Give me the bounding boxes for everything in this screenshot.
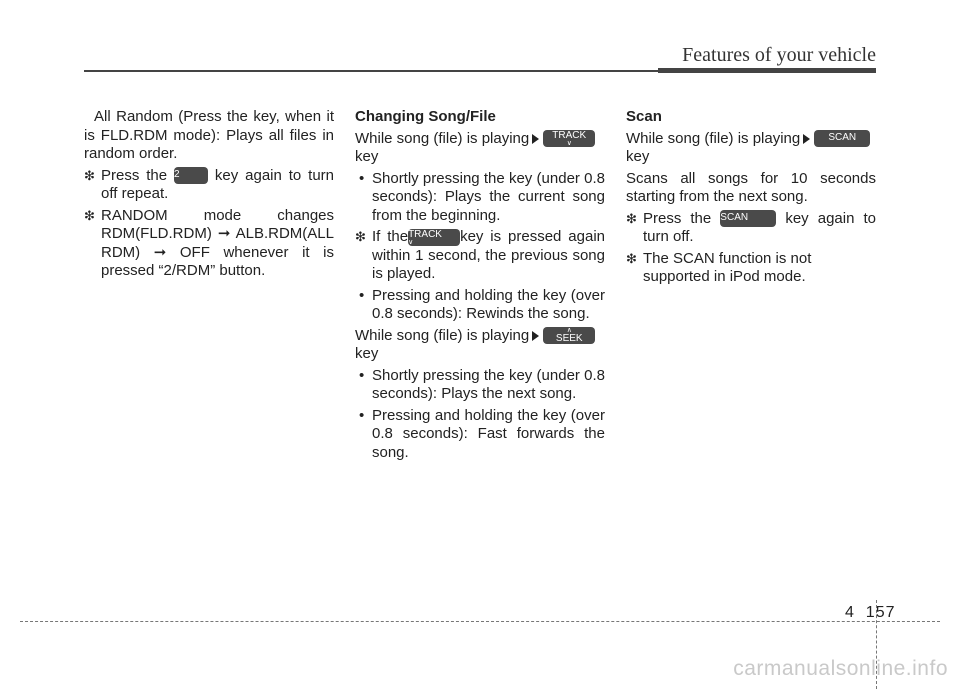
- while-playing-scan: [626, 130, 876, 167]
- bullet-hold-fast-forward: • Pressing and holding the key (over 0.8 seconds): Fast forwards the song.: [355, 407, 605, 463]
- all-random-text: All Random (Press the key, when it is FLD.RDM mode): Plays all files in random order.: [84, 108, 334, 162]
- seek-up-key-icon: [543, 327, 595, 344]
- bullet-short-press-restart: • Shortly pressing the key (under 0.8 seconds): Plays the current song from the beginning.: [355, 170, 605, 226]
- key-word: key: [355, 148, 379, 165]
- chevron-down-icon: ∨: [408, 238, 414, 246]
- column-random: [84, 108, 334, 284]
- while-playing-text: While song (file) is playing: [355, 129, 530, 147]
- scan-description: Scans all songs for 10 seconds starting from the next song.: [626, 169, 876, 205]
- note-text-pre: Press the: [101, 166, 168, 184]
- bullet-hold-rewind: • Pressing and holding the key (over 0.8 seconds): Rewinds the song.: [355, 287, 605, 324]
- track-key-label: TRACK: [408, 228, 442, 240]
- chevron-down-icon: ∨: [566, 140, 572, 148]
- heading-changing-song: Changing Song/File: [355, 108, 496, 125]
- note-pressed-again-text: key is pressed again within 1 second, the previous song is played.: [372, 228, 605, 282]
- header-rule: [84, 70, 876, 72]
- chapter-number: 4: [845, 604, 855, 621]
- play-arrow-icon: [803, 134, 810, 144]
- while-playing-text: While song (file) is playing: [355, 326, 530, 344]
- page-header-title: Features of your vehicle: [682, 44, 876, 66]
- scan-key-icon: SCAN: [814, 130, 870, 147]
- note-press-again: [355, 228, 605, 284]
- note-press-scan: [626, 210, 876, 247]
- note-text-post: key again to turn off.: [643, 209, 876, 245]
- chevron-up-icon: ∧: [566, 327, 572, 335]
- note-text-pre: Press the: [643, 209, 712, 227]
- page-number: [845, 604, 896, 622]
- watermark-text: carmanualsonline.info: [733, 657, 948, 680]
- key-word: key: [626, 148, 650, 165]
- scan-key-icon: SCAN: [720, 210, 776, 227]
- while-playing-seek: [355, 327, 605, 364]
- key-word: key: [355, 345, 379, 362]
- column-scan: [626, 108, 876, 290]
- track-key-label: TRACK: [552, 130, 587, 142]
- footer-rule: [20, 621, 940, 622]
- bullet-short-press-next: • Shortly pressing the key (under 0.8 seconds): Plays the next song.: [355, 367, 605, 404]
- track-down-key-icon: [408, 229, 460, 246]
- seek-key-label: SEEK: [555, 333, 583, 345]
- page-number-value: 157: [865, 604, 896, 621]
- note-scan-ipod: ❇ The SCAN function is not supported in iPod mode.: [626, 250, 876, 287]
- column-changing-song: [355, 108, 605, 465]
- while-playing-track: [355, 130, 605, 167]
- while-playing-text: While song (file) is playing: [626, 129, 801, 147]
- note-random-mode: ❇ RANDOM mode changes RDM(FLD.RDM) ➞ ALB.RDM(ALL RDM) ➞ OFF whenever it is pressed “2/RDM” button.: [84, 207, 334, 281]
- heading-scan: Scan: [626, 108, 662, 125]
- track-down-key-icon: [543, 130, 595, 147]
- note-press-2: [84, 167, 334, 204]
- play-arrow-icon: [532, 134, 539, 144]
- note-text-post: key again to turn off repeat.: [101, 166, 334, 202]
- play-arrow-icon: [532, 331, 539, 341]
- key-2-button-icon: 2: [174, 167, 208, 184]
- note-if-the: If the: [372, 228, 409, 245]
